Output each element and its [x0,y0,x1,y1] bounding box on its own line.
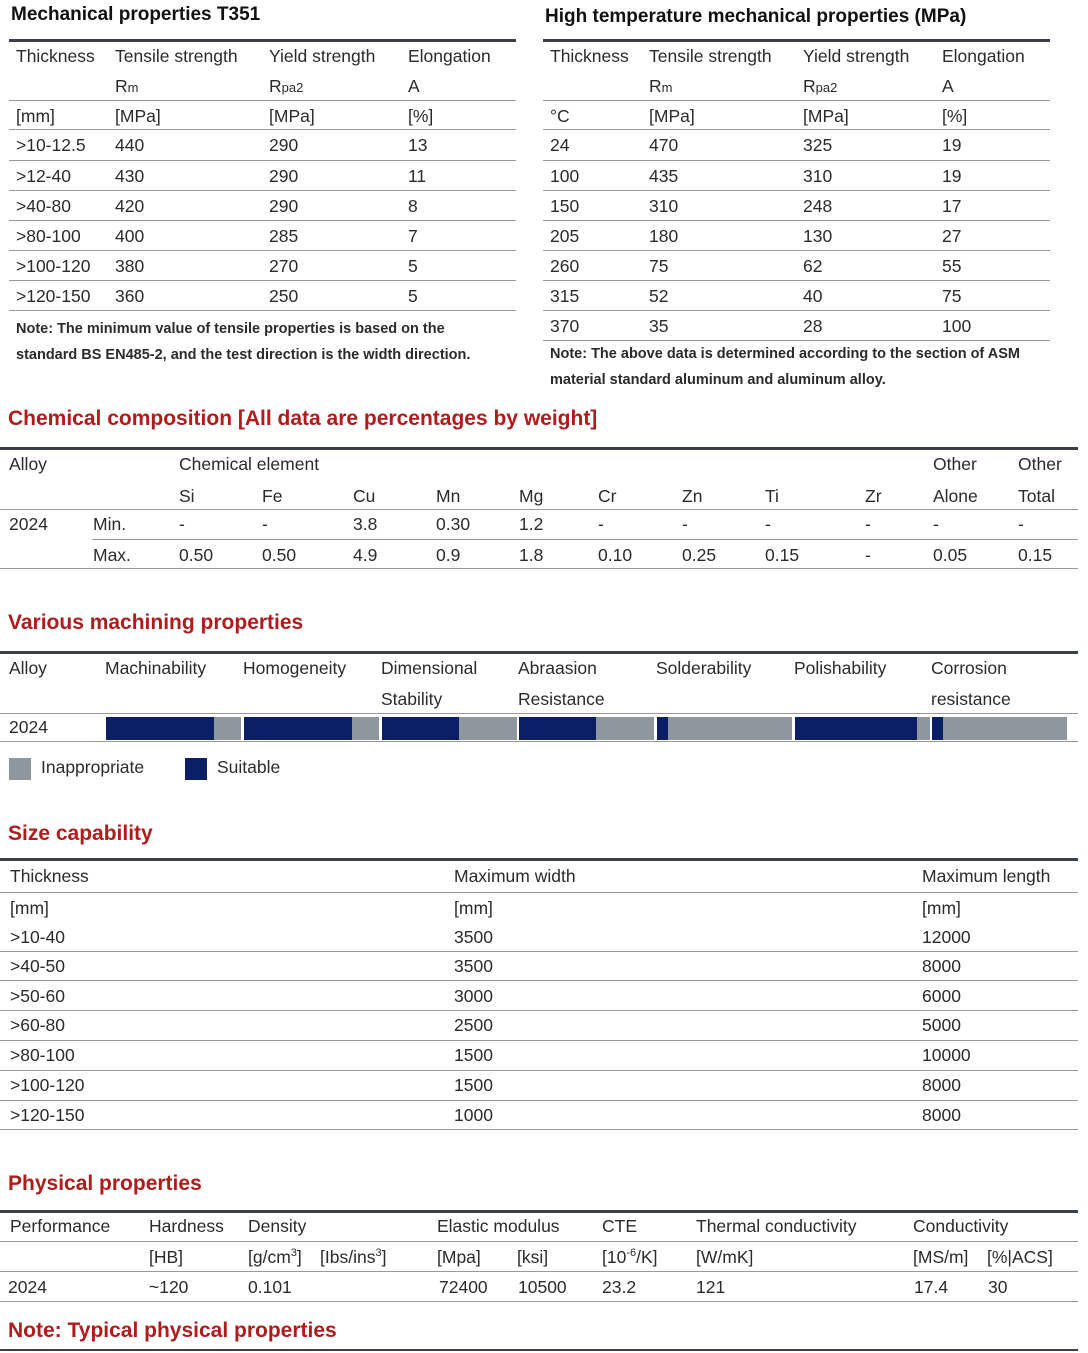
mech-unit-3: [%] [408,106,434,126]
physical-unit-lbs-post: ] [381,1247,387,1267]
physical-unit-cte-pre: [10 [602,1247,627,1267]
mech-header-0: Thickness [16,46,95,66]
size-row-rule-0 [0,951,1078,952]
mech-header-3: Elongation [408,46,491,66]
chem-min-value: 1.2 [519,514,544,534]
hightemp-unit-3: [%] [942,106,968,126]
hightemp-cell: 19 [942,166,962,186]
hightemp-row-rule-6 [543,310,1050,311]
mech-symbol-2: R [269,76,282,96]
chem-min-value: - [1018,514,1024,534]
mech-row-rule-0 [9,129,516,130]
hightemp-symbol-sub-2: pa2 [815,80,838,95]
size-row-rule-2 [0,1010,1078,1011]
size-row-rule-4 [0,1070,1078,1071]
chem-bottom-rule [0,568,1078,569]
size-cell: 10000 [922,1045,971,1065]
hightemp-header-symbol-1 [649,76,672,97]
hightemp-cell: 310 [803,166,833,186]
physical-header-1: Hardness [149,1216,224,1236]
size-cell: >60-80 [10,1015,65,1035]
mech-cell: 5 [408,256,418,276]
hightemp-cell: 100 [550,166,580,186]
size-header-2: Maximum length [922,866,1051,886]
chem-max-value: 0.25 [682,545,717,565]
hightemp-cell: 17 [942,196,962,216]
mech-header-symbol-3 [408,76,420,97]
size-cell: >100-120 [10,1075,85,1095]
mech-symbol-1: R [115,76,128,96]
mech-header-2: Yield strength [269,46,376,66]
physical-bottom-rule [0,1349,1078,1351]
chem-col-3: Mn [436,486,461,506]
mech-cell: 290 [269,135,299,155]
physical-bottom-rule [0,1301,1078,1302]
legend-inappropriate-swatch [9,758,31,780]
chem-mid-rule [92,539,1078,540]
physical-unit-gcm [248,1247,302,1268]
physical-unit-gcm-pre: [g/cm [248,1247,291,1267]
hightemp-cell: 35 [649,316,669,336]
size-cell: 1500 [454,1075,493,1095]
hightemp-cell: 75 [649,256,669,276]
machining-rating-bar-1 [244,717,379,740]
size-unit-1: [mm] [454,898,493,918]
size-header-1: Maximum width [454,866,576,886]
mech-cell: 380 [115,256,145,276]
size-cell: 5000 [922,1015,961,1035]
size-cell: 3500 [454,956,493,976]
machining-header-6: Corrosion [931,658,1007,678]
hightemp-cell: 27 [942,226,962,246]
machining-rating-fill-6 [932,717,943,740]
mech-row-rule-5 [9,280,516,281]
physical-title: Physical properties [8,1172,202,1195]
chem-max-value: 0.05 [933,545,968,565]
size-cell: 6000 [922,986,961,1006]
hightemp-row-rule-3 [543,220,1050,221]
chem-min-label: Min. [93,514,127,534]
physical-value-2: 0.101 [248,1277,292,1297]
size-cell: 8000 [922,956,961,976]
hightemp-cell: 470 [649,135,679,155]
chem-col-8: Zr [865,486,882,506]
machining-alloy-name: 2024 [9,717,48,737]
chem-alloy-name: 2024 [9,514,48,534]
size-header-rule [0,892,1078,893]
hightemp-symbol-3: A [942,76,954,96]
mech-cell: 440 [115,135,145,155]
chem-max-value: 0.15 [1018,545,1053,565]
chem-col-1: Fe [262,486,283,506]
hightemp-note [550,341,1020,393]
mech-symbol-3: A [408,76,420,96]
machining-rating-bar-2 [382,717,517,740]
legend-suitable-swatch [185,758,207,780]
hightemp-cell: 150 [550,196,580,216]
mech-note-line1: Note: The minimum value of tensile properties is based on the [16,321,445,337]
size-cell: 2500 [454,1015,493,1035]
size-row-rule-6 [0,1129,1078,1130]
physical-value-7: 17.4 [914,1277,949,1297]
size-cell: >50-60 [10,986,65,1006]
physical-unit-cte-sup: -6 [626,1247,637,1260]
mech-cell: 290 [269,196,299,216]
chem-min-value: - [262,514,268,534]
mech-cell: >120-150 [16,286,91,306]
chem-col-2: Cu [353,486,376,506]
hightemp-cell: 55 [942,256,962,276]
chem-min-value: - [598,514,604,534]
machining-alloy-header: Alloy [9,658,47,678]
chem-min-value: - [179,514,185,534]
size-cell: >10-40 [10,927,65,947]
chem-title: Chemical composition [All data are percentages by weight] [8,407,598,430]
hightemp-cell: 248 [803,196,833,216]
hightemp-cell: 52 [649,286,669,306]
chem-header-rule [0,509,1078,510]
chem-col-9: Alone [933,486,978,506]
physical-unit-lbs-pre: [Ibs/ins [320,1247,376,1267]
machining-rating-fill-1 [244,717,352,740]
machining-header-0: Machinability [105,658,207,678]
mech-cell: >10-12.5 [16,135,86,155]
hightemp-cell: 325 [803,135,833,155]
mech-row-rule-2 [9,190,516,191]
hightemp-header-symbol-2 [803,76,837,97]
hightemp-cell: 315 [550,286,580,306]
hightemp-cell: 130 [803,226,833,246]
physical-unit-mpa: [Mpa] [437,1247,481,1267]
chem-max-value: 0.9 [436,545,461,565]
hightemp-unit-2: [MPa] [803,106,849,126]
physical-unit-hb: [HB] [149,1247,184,1267]
machining-rating-bar-6 [932,717,1067,740]
hightemp-header-3: Elongation [942,46,1025,66]
hightemp-header-symbol-3 [942,76,954,97]
hightemp-header-rule [543,100,1050,101]
machining-header-5: Polishability [794,658,887,678]
mech-unit-2: [MPa] [269,106,315,126]
hightemp-cell: 62 [803,256,823,276]
physical-header-rule [0,1241,1078,1242]
machining-header-6-line2: resistance [931,689,1011,709]
legend-suitable-label: Suitable [217,757,281,777]
size-cell: 3000 [454,986,493,1006]
mech-unit-1: [MPa] [115,106,161,126]
physical-value-4: 10500 [518,1277,567,1297]
hightemp-cell: 28 [803,316,823,336]
mech-symbol-sub-1: m [127,80,139,95]
hightemp-header-1: Tensile strength [649,46,772,66]
hightemp-cell: 100 [942,316,972,336]
hightemp-cell: 40 [803,286,823,306]
mech-cell: 8 [408,196,418,216]
mech-header-rule [9,100,516,101]
machining-rating-fill-5 [795,717,917,740]
mech-row-rule-1 [9,160,516,161]
mech-cell: 5 [408,286,418,306]
physical-unit-gcm-sup: 3 [290,1247,297,1260]
physical-header-5: Thermal conductivity [696,1216,857,1236]
physical-header-4: CTE [602,1216,637,1236]
chem-element-header: Chemical element [179,454,320,474]
mech-note-line2: standard BS EN485-2, and the test direction is the width direction. [16,347,471,363]
physical-note: Note: Typical physical properties [8,1319,337,1342]
machining-rating-fill-4 [657,717,668,740]
mech-cell: >100-120 [16,256,91,276]
mech-cell: >12-40 [16,166,71,186]
hightemp-cell: 180 [649,226,679,246]
chem-max-value: 0.50 [262,545,297,565]
hightemp-symbol-2: R [803,76,816,96]
hightemp-unit-1: [MPa] [649,106,695,126]
hightemp-cell: 310 [649,196,679,216]
chem-max-label: Max. [93,545,131,565]
machining-header-3-line2: Resistance [518,689,605,709]
mech-cell: 11 [408,166,427,186]
chem-min-value: - [765,514,771,534]
mech-cell: 360 [115,286,145,306]
chem-max-value: 4.9 [353,545,378,565]
size-unit-2: [mm] [922,898,961,918]
chem-min-value: 0.30 [436,514,471,534]
physical-value-0: 2024 [8,1277,47,1297]
hightemp-cell: 19 [942,135,962,155]
machining-header-2: Dimensional [381,658,478,678]
chem-max-value: 0.50 [179,545,214,565]
mech-cell: >40-80 [16,196,71,216]
size-top-rule [0,858,1078,861]
hightemp-cell: 205 [550,226,580,246]
mech-title: Mechanical properties T351 [11,4,261,25]
physical-value-8: 30 [988,1277,1008,1297]
machining-header-4: Solderability [656,658,752,678]
size-cell: 3500 [454,927,493,947]
chem-alloy-header: Alloy [9,454,47,474]
machining-rating-bar-5 [795,717,930,740]
mech-cell: 13 [408,135,428,155]
mech-cell: 430 [115,166,145,186]
machining-rating-fill-3 [519,717,596,740]
chem-col-6: Zn [682,486,703,506]
machining-rating-bar-4 [657,717,792,740]
size-cell: >80-100 [10,1045,75,1065]
mech-cell: 250 [269,286,299,306]
size-cell: 8000 [922,1105,961,1125]
machining-header-2-line2: Stability [381,689,443,709]
machining-header-1: Homogeneity [243,658,347,678]
mech-header-symbol-2 [269,76,303,97]
physical-unit-ksi: [ksi] [517,1247,549,1267]
mech-symbol-sub-2: pa2 [281,80,304,95]
hightemp-cell: 435 [649,166,679,186]
chem-max-value: 0.10 [598,545,633,565]
hightemp-note-line1: Note: The above data is determined according to the section of ASM [550,346,1020,362]
hightemp-cell: 370 [550,316,580,336]
chem-col-4: Mg [519,486,544,506]
chem-min-value: - [933,514,939,534]
physical-unit-lbs [320,1247,386,1268]
physical-unit-cte-post: /K] [636,1247,658,1267]
machining-rating-fill-0 [106,717,214,740]
physical-header-3: Elastic modulus [437,1216,560,1236]
machining-title: Various machining properties [8,611,304,634]
size-cell: >120-150 [10,1105,85,1125]
hightemp-title: High temperature mechanical properties (MPa) [545,6,967,27]
machining-rating-fill-2 [382,717,459,740]
mech-cell: 7 [408,226,418,246]
physical-unit-iacs: [%|ACS] [987,1247,1053,1267]
size-unit-0: [mm] [10,898,49,918]
hightemp-row-rule-0 [543,129,1050,130]
hightemp-cell: 260 [550,256,580,276]
size-cell: 1500 [454,1045,493,1065]
chem-col-5: Cr [598,486,617,506]
physical-value-1: ~120 [149,1277,189,1297]
mech-cell: 285 [269,226,299,246]
chem-max-value: 1.8 [519,545,544,565]
machining-bottom-rule [0,741,1078,742]
hightemp-unit-0: °C [550,106,570,126]
chem-top-rule [0,447,1078,450]
hightemp-symbol-sub-1: m [661,80,673,95]
physical-unit-gcm-post: ] [296,1247,302,1267]
machining-header-rule [0,713,1078,714]
hightemp-cell: 75 [942,286,962,306]
hightemp-header-2: Yield strength [803,46,910,66]
hightemp-row-rule-1 [543,160,1050,161]
physical-top-rule [0,1210,1078,1213]
physical-header-0: Performance [10,1216,111,1236]
mech-row-rule-6 [9,310,516,311]
machining-rating-bar-0 [106,717,241,740]
hightemp-row-rule-2 [543,190,1050,191]
chem-col-10: Total [1018,486,1055,506]
chem-max-value: 0.15 [765,545,800,565]
size-cell: 1000 [454,1105,493,1125]
machining-top-rule [0,651,1078,654]
mech-unit-0: [mm] [16,106,55,126]
size-title: Size capability [8,822,153,845]
size-row-rule-3 [0,1040,1078,1041]
hightemp-row-rule-5 [543,280,1050,281]
mech-note [16,316,470,368]
size-row-rule-5 [0,1100,1078,1101]
machining-header-3: Abraasion [518,658,597,678]
size-header-0: Thickness [10,866,89,886]
hightemp-cell: 24 [550,135,570,155]
chem-min-value: - [865,514,871,534]
mech-cell: 290 [269,166,299,186]
size-cell: 12000 [922,927,971,947]
mech-header-1: Tensile strength [115,46,238,66]
physical-value-3: 72400 [439,1277,488,1297]
legend-inappropriate-label: Inappropriate [41,757,145,777]
hightemp-row-rule-4 [543,250,1050,251]
hightemp-note-line2: material standard aluminum and aluminum alloy. [550,372,886,388]
mech-row-rule-4 [9,250,516,251]
physical-unit-wmk: [W/mK] [696,1247,754,1267]
mech-cell: 270 [269,256,299,276]
physical-unit-rule [0,1271,1078,1272]
mech-top-rule [9,39,516,42]
size-row-rule-1 [0,980,1078,981]
physical-value-5: 23.2 [602,1277,637,1297]
hightemp-header-0: Thickness [550,46,629,66]
size-cell: 8000 [922,1075,961,1095]
mech-cell: 420 [115,196,145,216]
mech-header-symbol-1 [115,76,138,97]
mech-row-rule-3 [9,220,516,221]
hightemp-top-rule [543,39,1050,42]
chem-other-header-1: Other [933,454,977,474]
chem-col-0: Si [179,486,195,506]
chem-other-header-2: Other [1018,454,1062,474]
chem-max-value: - [865,545,871,565]
chem-min-value: 3.8 [353,514,378,534]
chem-min-value: - [682,514,688,534]
size-cell: >40-50 [10,956,65,976]
physical-unit-msm: [MS/m] [913,1247,969,1267]
physical-unit-cte [602,1247,658,1268]
physical-unit-lbs-sup: 3 [375,1247,382,1260]
physical-header-6: Conductivity [913,1216,1009,1236]
physical-value-6: 121 [696,1277,726,1297]
machining-rating-bar-3 [519,717,654,740]
physical-header-2: Density [248,1216,307,1236]
mech-cell: 400 [115,226,145,246]
hightemp-symbol-1: R [649,76,662,96]
mech-cell: >80-100 [16,226,81,246]
chem-col-7: Ti [765,486,779,506]
